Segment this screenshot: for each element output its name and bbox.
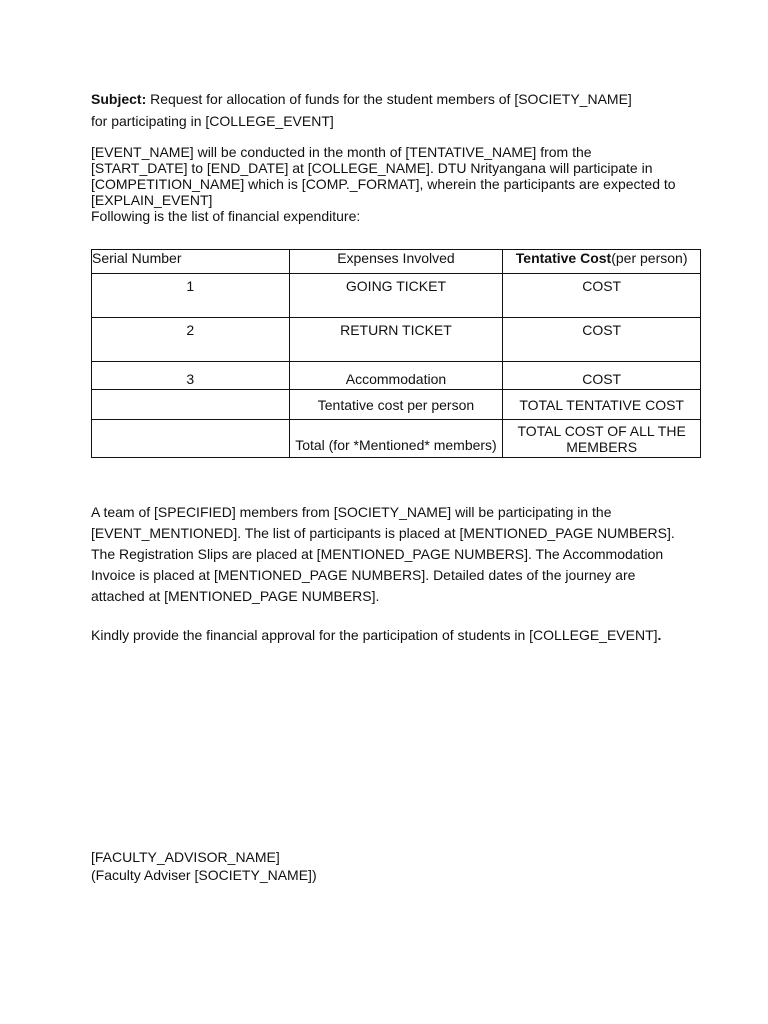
serial-cell: 1 [92,274,290,318]
empty-cell [92,420,290,458]
intro-line: Following is the list of financial expenditure: [91,208,361,224]
intro-line: [EXPLAIN_EVENT] [91,192,213,208]
closing-paragraph [91,625,703,645]
subject-text: Request for allocation of funds for the student members of [SOCIETY_NAME] for participating in [COLLEGE_EVENT] [91,91,632,129]
table-row [92,318,701,362]
paragraph-line: attached at [MENTIONED_PAGE NUMBERS]. [91,588,380,604]
faculty-advisor-role: (Faculty Adviser [SOCIETY_NAME]) [91,867,317,883]
expense-cell: GOING TICKET [289,274,503,318]
header-tentative-cost-label: Tentative Cost [515,250,612,266]
cost-cell: COST [503,318,701,362]
paragraph-line: The Registration Slips are placed at [MENTIONED_PAGE NUMBERS]. The Accommodation [91,546,664,562]
intro-line: [EVENT_NAME] will be conducted in the month of [TENTATIVE_NAME] from the [91,144,592,160]
table-row [92,362,701,390]
closing-period: . [657,627,662,643]
header-tentative-cost [503,250,701,274]
signature-block [91,848,317,884]
cost-cell: COST [503,362,701,390]
closing-text: Kindly provide the financial approval for the participation of students in [COLLEGE_EVENT] [91,627,658,643]
paragraph-line: A team of [SPECIFIED] members from [SOCIETY_NAME] will be participating in the [91,504,612,520]
total-label-cell: Total (for *Mentioned* members) [289,420,503,458]
table-row-total [92,420,701,458]
intro-line: [COMPETITION_NAME] which is [COMP._FORMAT], wherein the participants are expected to [91,176,676,192]
cost-cell: COST [503,274,701,318]
letter-page [91,88,703,883]
intro-paragraph [91,144,703,224]
serial-cell: 3 [92,362,290,390]
empty-cell [92,390,290,420]
participants-paragraph [91,502,703,607]
subject-label: Subject: [91,91,147,107]
serial-cell: 2 [92,318,290,362]
header-tentative-cost-suffix: (per person) [611,250,688,266]
per-person-label-cell: Tentative cost per person [289,390,503,420]
header-expenses-involved: Expenses Involved [289,250,503,274]
header-serial-number: Serial Number [92,250,290,274]
table-header-row [92,250,701,274]
table-row-per-person [92,390,701,420]
expense-cell: Accommodation [289,362,503,390]
expenditure-table [91,249,701,458]
table-row [92,274,701,318]
per-person-value-cell: TOTAL TENTATIVE COST [503,390,701,420]
faculty-advisor-name: [FACULTY_ADVISOR_NAME] [91,849,280,865]
subject-line [91,88,651,132]
total-value-line: MEMBERS [566,438,638,455]
expense-cell: RETURN TICKET [289,318,503,362]
intro-line: [START_DATE] to [END_DATE] at [COLLEGE_NAME]. DTU Nrityangana will participate in [91,160,653,176]
total-value-cell [503,420,701,458]
paragraph-line: [EVENT_MENTIONED]. The list of participants is placed at [MENTIONED_PAGE NUMBERS]. [91,525,675,541]
total-value-line: TOTAL COST OF ALL THE [517,422,686,439]
paragraph-line: Invoice is placed at [MENTIONED_PAGE NUMBERS]. Detailed dates of the journey are [91,567,636,583]
